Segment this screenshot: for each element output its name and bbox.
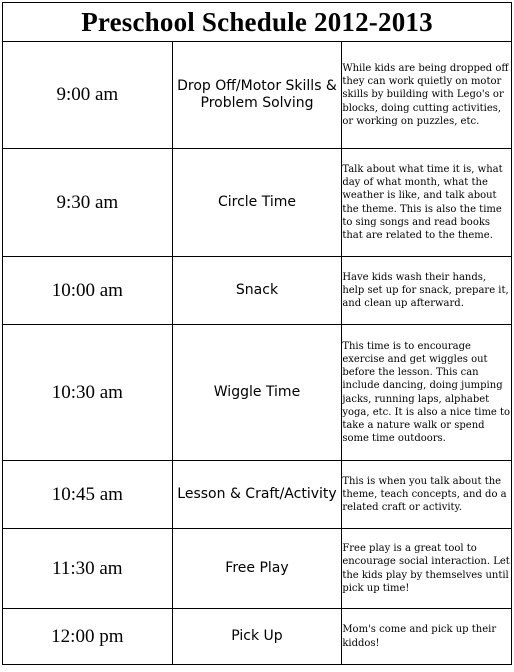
table-row xyxy=(3,42,512,149)
activity-cell: Pick Up xyxy=(172,609,342,665)
schedule-table xyxy=(2,2,512,665)
time-cell: 9:30 am xyxy=(3,149,173,257)
activity-cell: Snack xyxy=(172,257,342,325)
table-row xyxy=(3,257,512,325)
description-cell: This time is to encourage exercise and get wiggles out before the lesson. This can include dancing, doing jumping jacks, running laps, alphabet yoga, etc. It is also a nice time to take a nature walk or spend some time outdoors. xyxy=(342,325,512,461)
description-cell: Free play is a great tool to encourage social interaction. Let the kids play by themselves until pick up time! xyxy=(342,529,512,609)
activity-cell: Lesson & Craft/Activity xyxy=(172,461,342,529)
table-row xyxy=(3,461,512,529)
activity-cell: Wiggle Time xyxy=(172,325,342,461)
activity-cell: Circle Time xyxy=(172,149,342,257)
table-row xyxy=(3,325,512,461)
table-row xyxy=(3,529,512,609)
description-cell: While kids are being dropped off they can work quietly on motor skills by building with Lego's or blocks, doing cutting activities, or working on puzzles, etc. xyxy=(342,42,512,149)
description-cell: Have kids wash their hands, help set up for snack, prepare it, and clean up afterward. xyxy=(342,257,512,325)
time-cell: 11:30 am xyxy=(3,529,173,609)
table-row xyxy=(3,609,512,665)
title-row xyxy=(3,3,512,42)
time-cell: 10:45 am xyxy=(3,461,173,529)
time-cell: 12:00 pm xyxy=(3,609,173,665)
activity-cell: Drop Off/Motor Skills & Problem Solving xyxy=(172,42,342,149)
table-row xyxy=(3,149,512,257)
time-cell: 10:30 am xyxy=(3,325,173,461)
schedule-page xyxy=(2,2,512,668)
time-cell: 9:00 am xyxy=(3,42,173,149)
description-cell: Talk about what time it is, what day of what month, what the weather is like, and talk about the theme. This is also the time to sing songs and read books that are related to the theme. xyxy=(342,149,512,257)
time-cell: 10:00 am xyxy=(3,257,173,325)
page-title: Preschool Schedule 2012-2013 xyxy=(3,3,512,42)
description-cell: Mom's come and pick up their kiddos! xyxy=(342,609,512,665)
activity-cell: Free Play xyxy=(172,529,342,609)
description-cell: This is when you talk about the theme, teach concepts, and do a related craft or activity. xyxy=(342,461,512,529)
